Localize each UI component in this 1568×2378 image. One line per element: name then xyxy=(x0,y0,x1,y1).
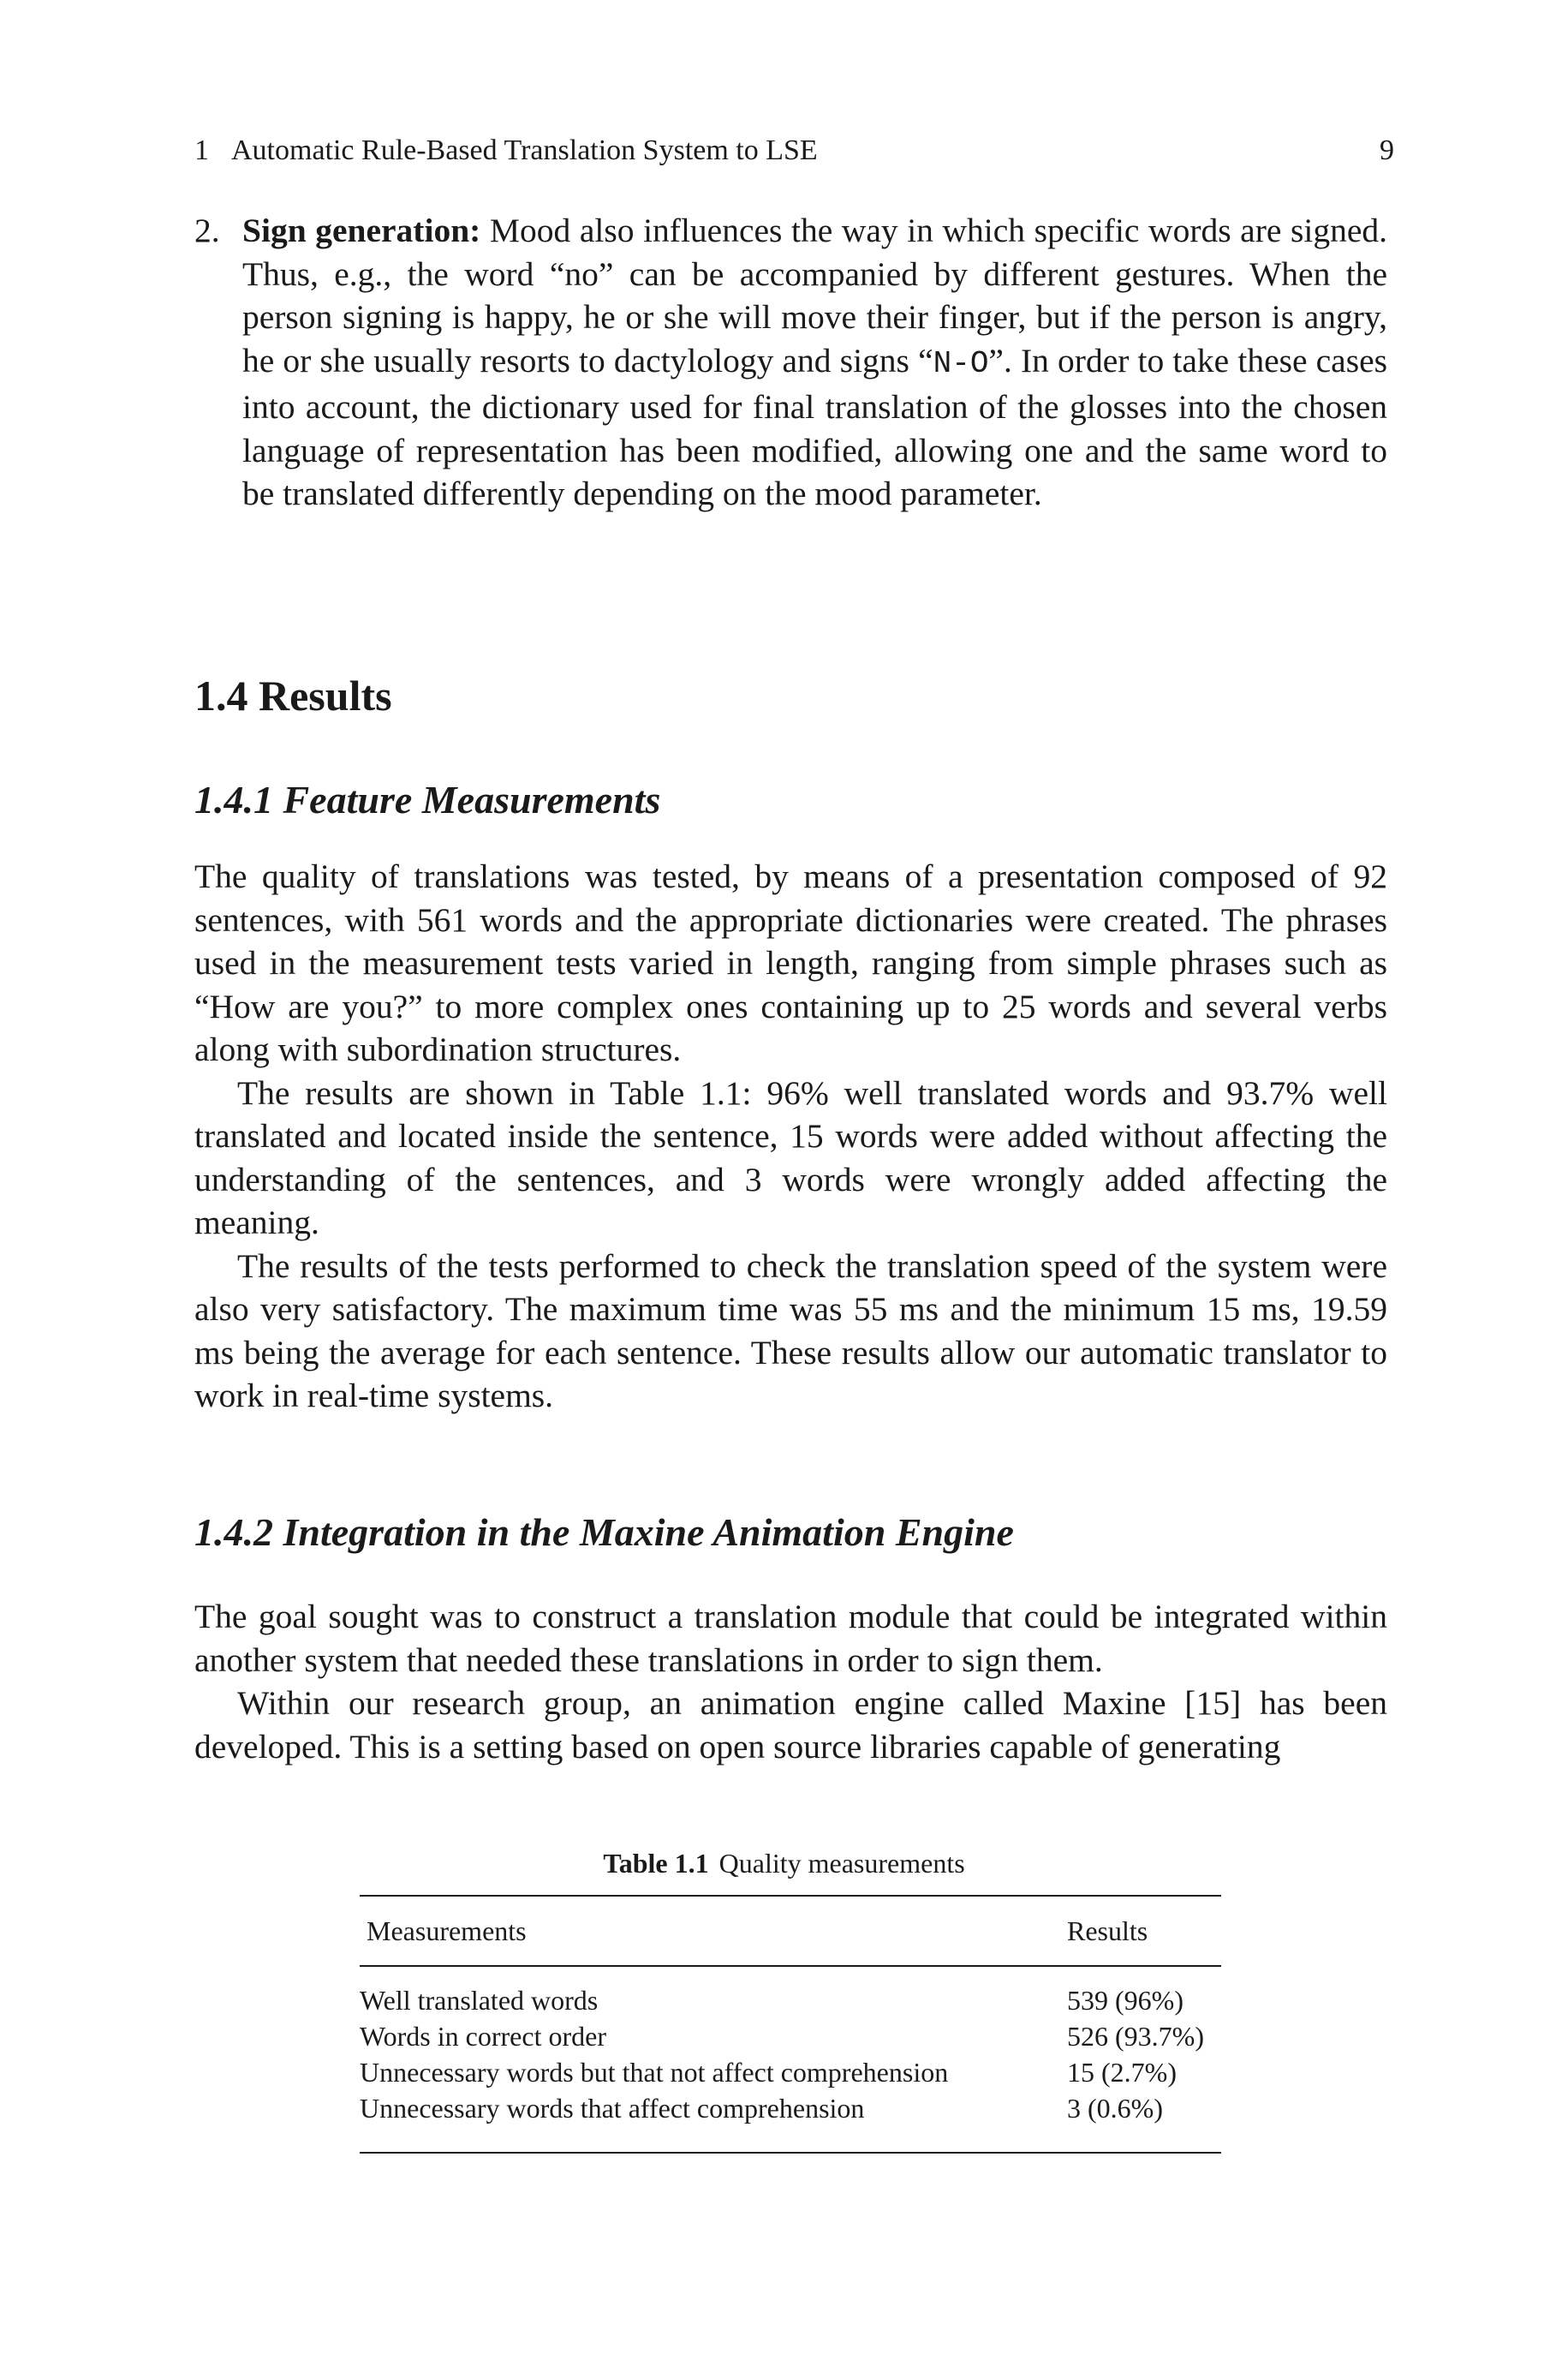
page-number: 9 xyxy=(1380,134,1394,166)
subsection-feature-measurements-body xyxy=(194,855,1387,1418)
chapter-number: 1 xyxy=(194,134,209,166)
table-caption-text: Quality measurements xyxy=(718,1848,965,1879)
paragraph: The results of the tests performed to check the translation speed of the system were also very satisfactory. The maximum time was 55 ms and the minimum 15 ms, 19.59 ms being the average for each sentence. These results allow our automatic translator to work in real-time systems. xyxy=(194,1246,1387,1414)
table-cell-measurement: Words in correct order xyxy=(360,2020,606,2052)
paragraph: The goal sought was to construct a translation module that could be integrated within another system that needed these translations in order to sign them. xyxy=(194,1598,1387,1679)
list-item-text-before-code: Mood also influences the way in which specific words are signed. Thus, e.g., the word “no” can be accompanied by different gestures. When the person signing is happy, he or she will move their finger, but if the person is angry, he or she usually resorts to dactylology and signs “ xyxy=(242,212,1387,379)
running-head xyxy=(194,129,1394,172)
table-caption-label: Table 1.1 xyxy=(603,1848,709,1879)
paragraph: The results are shown in Table 1.1: 96% well translated words and 93.7% well translated and located inside the sentence, 15 words were added without affecting the understanding of the sentences, and 3 words were wrongly added affecting the meaning. xyxy=(194,1073,1387,1241)
table-cell-measurement: Well translated words xyxy=(360,1984,599,2016)
subsection-maxine-integration-body xyxy=(194,1595,1387,1768)
table-row xyxy=(360,2018,1221,2054)
table-header-results: Results xyxy=(1067,1915,1148,1946)
section-heading-results: 1.4 Results xyxy=(194,672,392,720)
running-head-left xyxy=(194,134,818,167)
table-cell-result: 539 (96%) xyxy=(1067,1984,1183,2016)
table-cell-result: 15 (2.7%) xyxy=(1067,2056,1177,2088)
list-item-label: Sign generation: xyxy=(242,212,481,249)
table-header-row xyxy=(360,1897,1221,1965)
table-row xyxy=(360,2054,1221,2090)
table-body xyxy=(360,1967,1221,2152)
table-row xyxy=(360,2090,1221,2126)
paragraph: Within our research group, an animation engine called Maxine [15] has been developed. This is a setting based on open source libraries capable of generating xyxy=(194,1684,1387,1766)
quality-measurements-table xyxy=(360,1895,1221,2154)
table-cell-result: 3 (0.6%) xyxy=(1067,2092,1163,2124)
table-bottom-rule xyxy=(360,2152,1221,2154)
table-cell-measurement: Unnecessary words but that not affect comprehension xyxy=(360,2056,949,2088)
table-cell-result: 526 (93.7%) xyxy=(1067,2020,1204,2052)
paragraph: The quality of translations was tested, by means of a presentation composed of 92 sentences, with 561 words and the appropriate dictionaries were created. The phrases used in the measurement tests varied in length, ranging from simple phrases such as “How are you?” to more complex ones containing up to 25 words and several verbs along with subordination structures. xyxy=(194,857,1387,1068)
list-item-sign-generation xyxy=(194,209,1387,516)
list-marker: 2. xyxy=(194,212,220,249)
subsection-heading-maxine-integration: 1.4.2 Integration in the Maxine Animation Engine xyxy=(194,1510,1014,1554)
table-header-measurements: Measurements xyxy=(367,1915,527,1946)
chapter-title: Automatic Rule-Based Translation System to LSE xyxy=(231,134,818,166)
table-caption xyxy=(0,1844,1568,1882)
table-cell-measurement: Unnecessary words that affect comprehension xyxy=(360,2092,865,2124)
inline-code: N-O xyxy=(933,345,989,381)
list-item-text-after-code: ”. In order to take these cases into account, the dictionary used for final translation of the glosses into the chosen language of representation has been modified, allowing one and the same word to be translated differently depending on the mood parameter. xyxy=(242,341,1387,512)
subsection-heading-feature-measurements: 1.4.1 Feature Measurements xyxy=(194,778,661,822)
table-row xyxy=(360,1982,1221,2018)
list-item-text xyxy=(242,209,1387,516)
